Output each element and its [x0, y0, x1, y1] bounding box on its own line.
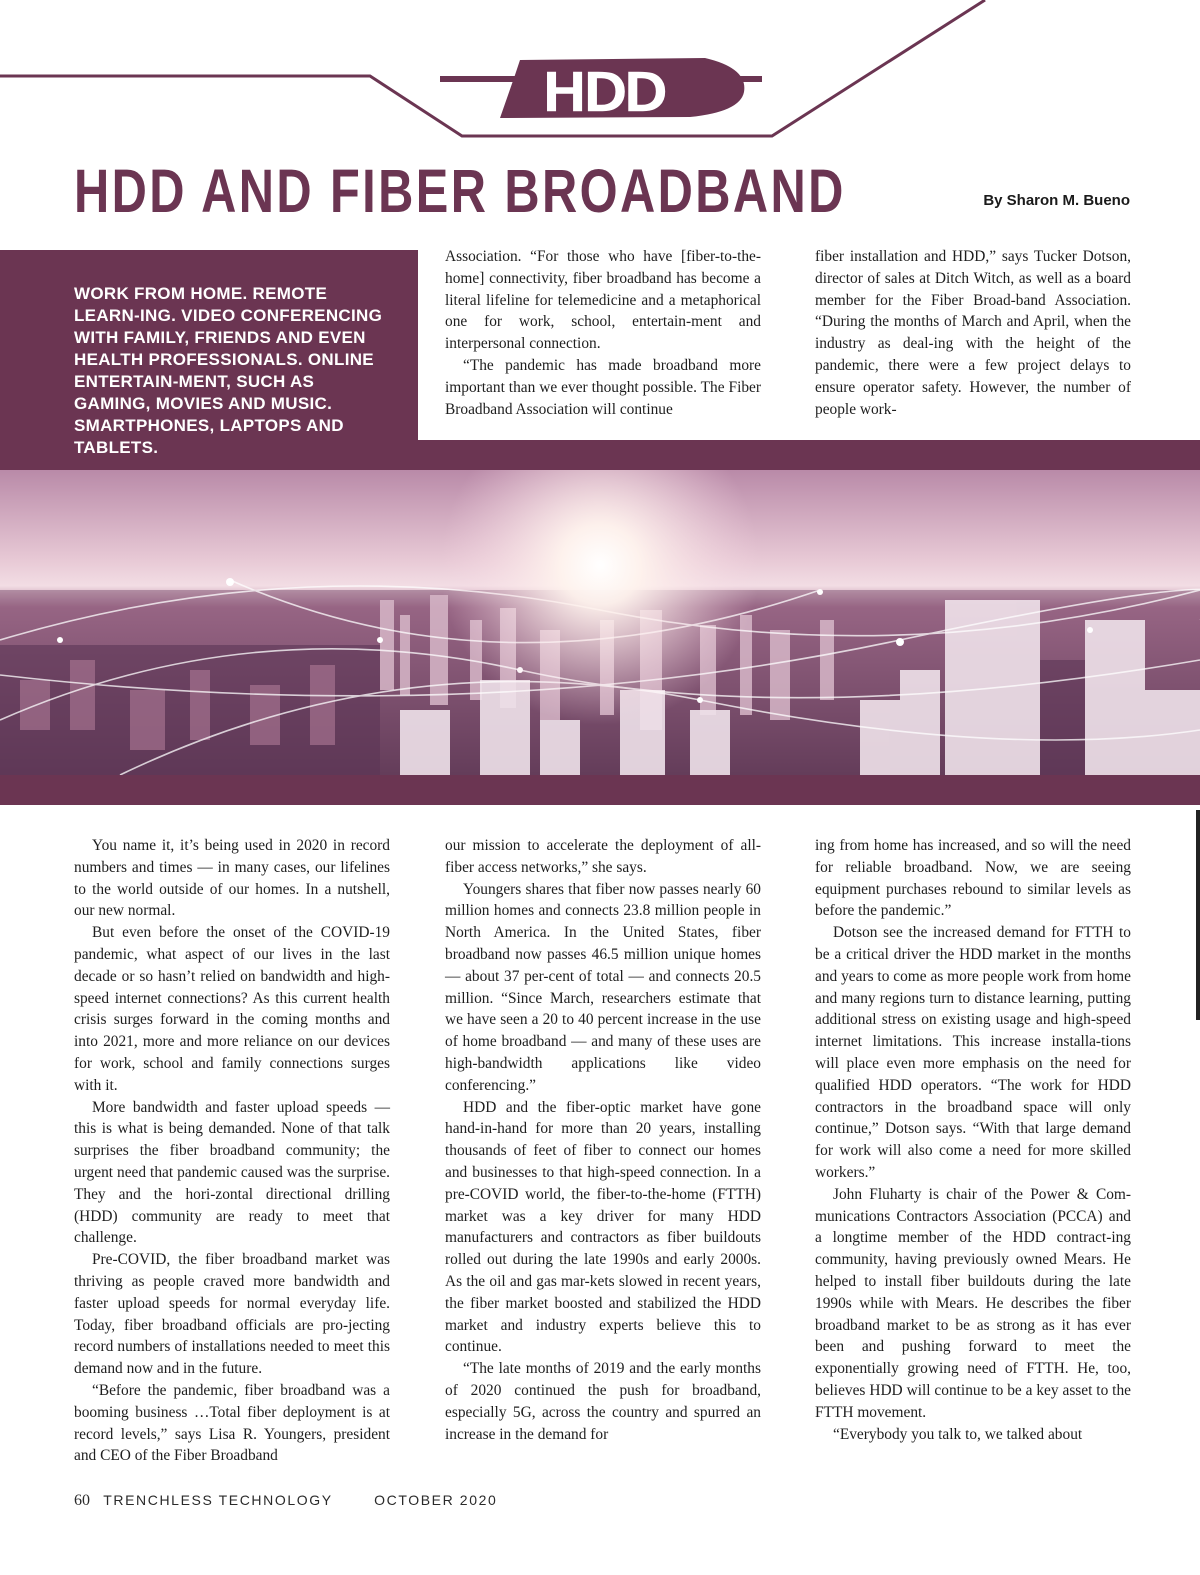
- body-column-2: [445, 835, 761, 1445]
- lede-text: WORK FROM HOME. REMOTE LEARN-ING. VIDEO CONFERENCING WITH FAMILY, FRIENDS AND EVEN HEALTH PROFESSIONALS. ONLINE ENTERTAIN-MENT, SUCH AS GAMING, MOVIES AND MUSIC. SMARTPHONES, LAPTOPS AND TABLETS.: [74, 284, 383, 457]
- top-column-2: [445, 246, 761, 420]
- body-column-3: [815, 835, 1131, 1445]
- paragraph: Association. “For those who have [fiber-to-the-home] connectivity, fiber broadband has become a literal lifeline for telemedicine and a metaphorical one for work, school, entertain-ment and interpersonal connection.: [445, 248, 761, 353]
- city-network-photo: [0, 470, 1200, 775]
- page-edge-mark: [1196, 810, 1200, 1020]
- paragraph: Youngers shares that fiber now passes nearly 60 million homes and connects 23.8 million people in North America. In the United States, fiber broadband now passes 46.5 million unique homes — about 37 per-cent of total — and connects 20.5 million. “Since March, researchers estimate that we have seen a 20 to 40 percent increase in the use of home broadband — and many of these uses are high-bandwidth applications like video conferencing.”: [445, 880, 761, 1094]
- lede-box: [0, 250, 418, 470]
- header-rule-line: [0, 0, 985, 136]
- paragraph: Pre-COVID, the fiber broadband market was thriving as people craved more bandwidth and faster upload speeds for normal everyday life. Today, fiber broadband officials are pro-jecting record numbers of installations needed to meet this demand now and in the future.: [74, 1251, 390, 1378]
- accent-band-bottom: [0, 775, 1200, 805]
- paragraph: ing from home has increased, and so will the need for reliable broadband. Now, we are seeing equipment purchases rebound to similar levels as before the pandemic.”: [815, 837, 1131, 920]
- issue-date: OCTOBER 2020: [374, 1492, 498, 1508]
- paragraph: HDD and the fiber-optic market have gone hand-in-hand for more than 20 years, installing thousands of feet of fiber to connect our homes and businesses to that high-speed connection. In a pre-COVID world, the fiber-to-the-home (FTTH) market was a key driver for many HDD manufacturers and contractors as fiber buildouts rolled out during the late 1990s and early 2000s. As the oil and gas mar-kets slowed in recent years, the fiber market boosted and stabilized the HDD market and industry experts believe this to continue.: [445, 1098, 761, 1356]
- paragraph: our mission to accelerate the deployment of all-fiber access networks,” she says.: [445, 837, 761, 876]
- paragraph: You name it, it’s being used in 2020 in record numbers and times — in many cases, our lifelines to the world outside of our homes. In a nutshell, our new normal.: [74, 837, 390, 920]
- paragraph: But even before the onset of the COVID-19 pandemic, what aspect of our lives in the last decade or so hasn’t relied on bandwidth and high-speed internet connections? As this current health crisis surges forward in the coming months and into 2021, more and more reliance on our devices for work, school and family connections surges with it.: [74, 924, 390, 1094]
- paragraph: Dotson see the increased demand for FTTH to be a critical driver the HDD market in the months and years to come as more people work from home and many regions turn to distance learning, putting additional stress on existing usage and high-speed internet limitations. This increase installa-tions will place even more emphasis on the need for qualified HDD operators. “The work for HDD contractors in the broadband space will only continue,” Dotson says. “With that large demand for work will also come a need for more skilled workers.”: [815, 924, 1131, 1181]
- byline: By Sharon M. Bueno: [983, 192, 1130, 209]
- paragraph: “Everybody you talk to, we talked about: [833, 1425, 1083, 1443]
- paragraph: John Fluharty is chair of the Power & Com-munications Contractors Association (PCCA) and a longtime member of the HDD contract-ing community, having previously owned Mears. He helped to install fiber buildouts during the late 1990s while with Mears. He describes the fiber broadband market to be as strong as it has ever been and pushing forward to meet the exponentially growing need of FTTH. He, too, believes HDD will continue to be a key asset to the FTTH movement.: [815, 1185, 1131, 1421]
- header-logo-banner: [0, 0, 1200, 150]
- logo-text: HDD: [541, 61, 663, 126]
- paragraph: fiber installation and HDD,” says Tucker Dotson, director of sales at Ditch Witch, as well as a board member for the Fiber Broad-band Association. “During the months of March and April, when the industry as deal-ing with the height of the pandemic, there were a few project delays to ensure operator safety. However, the number of people work-: [815, 248, 1131, 418]
- page-title: HDD AND FIBER BROADBAND: [74, 157, 846, 225]
- paragraph: “The pandemic has made broadband more important than we ever thought possible. The Fiber Broadband Association will continue: [445, 356, 761, 418]
- paragraph: More bandwidth and faster upload speeds — this is what is being demanded. None of that talk surprises the fiber broadband community; the urgent need that pandemic caused was the surprise. They and the hori-zontal directional drilling (HDD) community are ready to meet that challenge.: [74, 1098, 390, 1247]
- page-number: 60: [74, 1492, 90, 1509]
- page-footer: [74, 1492, 497, 1510]
- hdd-logo: [440, 58, 762, 126]
- paragraph: “The late months of 2019 and the early months of 2020 continued the push for broadband, especially 5G, across the country and spurred an increase in the demand for: [445, 1360, 761, 1443]
- publication-name: TRENCHLESS TECHNOLOGY: [103, 1492, 333, 1508]
- body-column-1: [74, 835, 390, 1467]
- paragraph: “Before the pandemic, fiber broadband was a booming business …Total fiber deployment is at record levels,” says Lisa R. Youngers, president and CEO of the Fiber Broadband: [74, 1381, 390, 1465]
- top-column-3: [815, 246, 1131, 420]
